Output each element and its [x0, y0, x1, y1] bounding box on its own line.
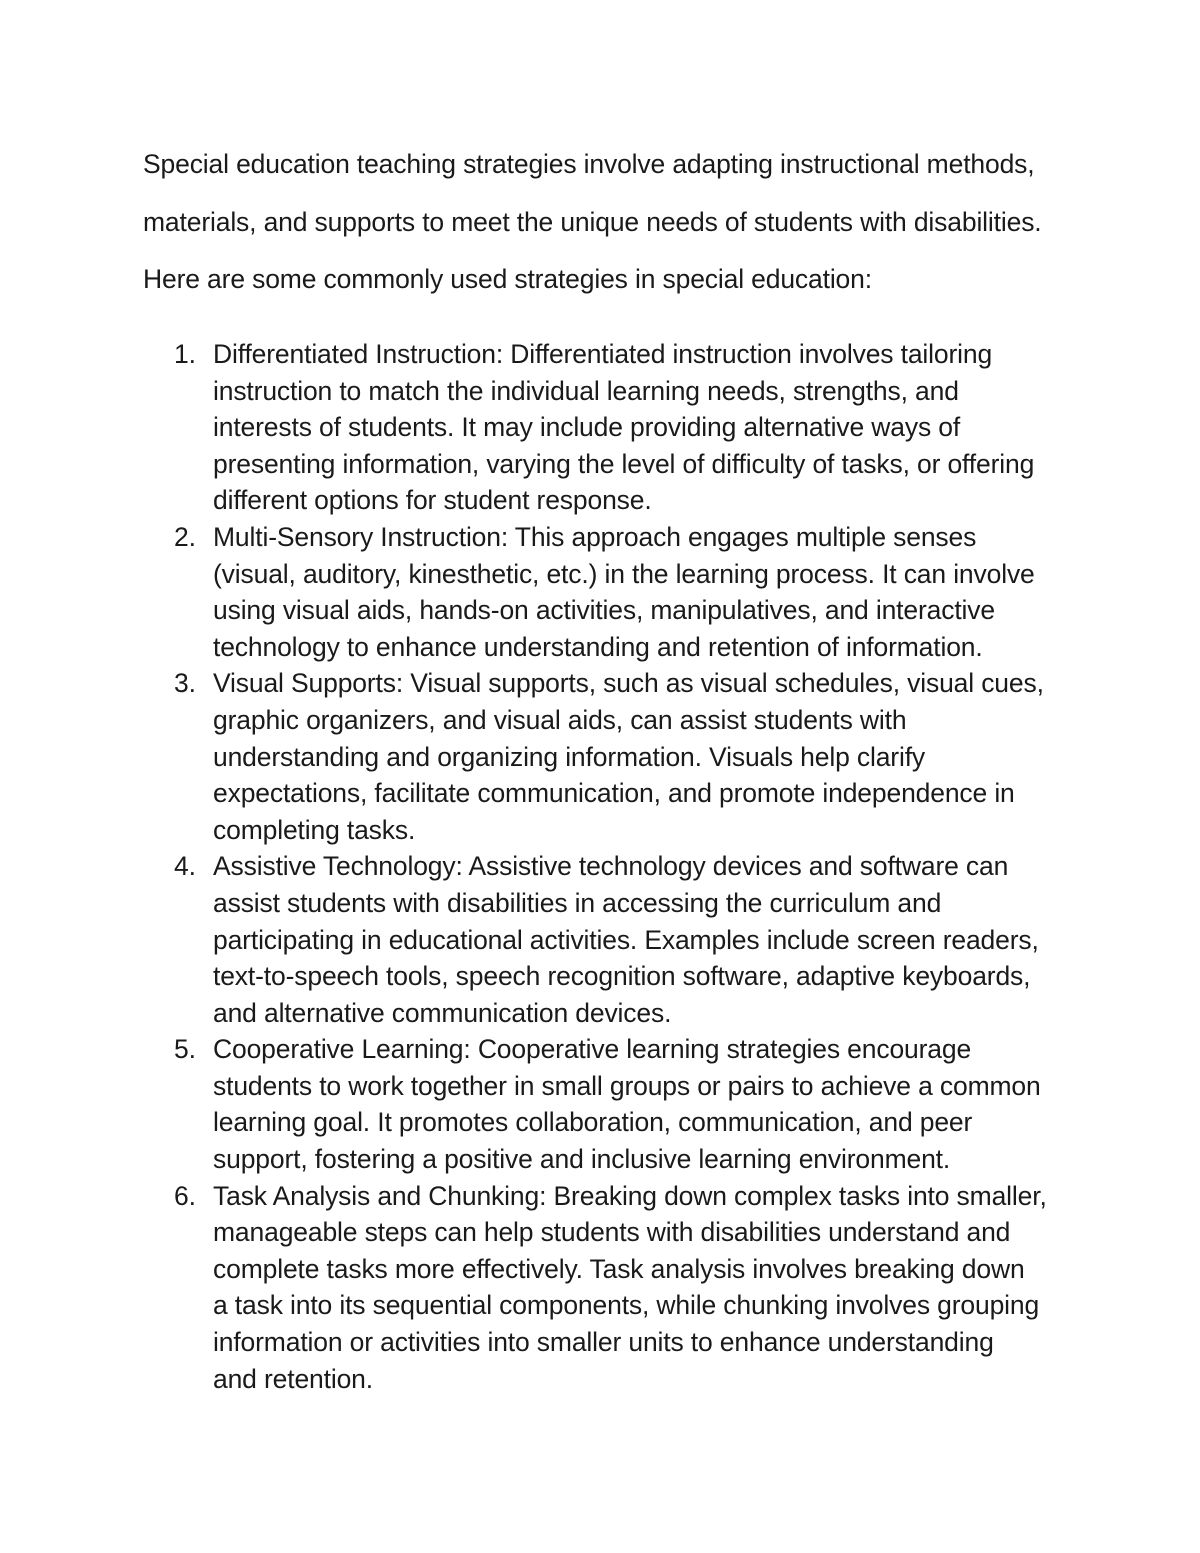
list-number: 4. [174, 851, 196, 882]
strategy-text-line: participating in educational activities. Examples include screen readers, [213, 924, 1039, 955]
strategy-text-line: Differentiated Instruction: Differentiated instruction involves tailoring [213, 339, 993, 369]
strategy-text-line: complete tasks more effectively. Task analysis involves breaking down [213, 1253, 1025, 1284]
strategy-text-line: completing tasks. [213, 814, 416, 845]
list-number: 1. [174, 339, 196, 369]
strategy-text-line: support, fostering a positive and inclusive learning environment. [213, 1144, 951, 1175]
strategy-text-line: instruction to match the individual learning needs, strengths, and [213, 375, 959, 406]
strategy-item-task-analysis-and-chunking [143, 1178, 1073, 1398]
strategy-text-line: information or activities into smaller units to enhance understanding [213, 1327, 994, 1358]
strategy-text-line: graphic organizers, and visual aids, can assist students with [213, 704, 907, 735]
list-number: 3. [174, 668, 196, 699]
strategy-text-line: a task into its sequential components, while chunking involves grouping [213, 1290, 1040, 1321]
strategy-item-cooperative-learning [143, 1031, 1073, 1177]
strategy-item-differentiated-instruction [143, 336, 1073, 519]
strategy-text-line: understanding and organizing information. Visuals help clarify [213, 741, 926, 772]
strategy-item-assistive-technology [143, 848, 1073, 1031]
strategy-item-visual-supports [143, 665, 1073, 848]
strategy-text-line: (visual, auditory, kinesthetic, etc.) in the learning process. It can involve [213, 558, 1035, 589]
strategy-list [143, 336, 1073, 1397]
strategy-text-line: Task Analysis and Chunking: Breaking down complex tasks into smaller, [213, 1180, 1047, 1211]
strategy-text-line: learning goal. It promotes collaboration, communication, and peer [213, 1107, 973, 1138]
strategy-text-line: text-to-speech tools, speech recognition software, adaptive keyboards, [213, 961, 1031, 992]
strategy-text-line: and retention. [213, 1363, 373, 1394]
intro-line: Special education teaching strategies involve adapting instructional methods, [143, 149, 1035, 179]
strategy-text-line: Visual Supports: Visual supports, such as visual schedules, visual cues, [213, 668, 1044, 699]
strategy-text-line: manageable steps can help students with disabilities understand and [213, 1217, 1011, 1248]
list-number: 2. [174, 521, 196, 552]
strategy-text-line: Multi-Sensory Instruction: This approach engages multiple senses [213, 521, 977, 552]
strategy-item-multi-sensory-instruction [143, 519, 1073, 665]
strategy-text-line: presenting information, varying the level of difficulty of tasks, or offering [213, 448, 1035, 479]
intro-paragraph [143, 136, 1103, 309]
strategy-text-line: interests of students. It may include providing alternative ways of [213, 412, 961, 443]
strategy-text-line: expectations, facilitate communication, and promote independence in [213, 778, 1015, 809]
strategy-text-line: technology to enhance understanding and retention of information. [213, 631, 983, 662]
strategy-text-line: different options for student response. [213, 485, 652, 516]
strategy-text-line: Cooperative Learning: Cooperative learning strategies encourage [213, 1034, 972, 1065]
strategy-text-line: Assistive Technology: Assistive technology devices and software can [213, 851, 1009, 882]
intro-line: materials, and supports to meet the unique needs of students with disabilities. [143, 206, 1042, 237]
strategy-text-line: and alternative communication devices. [213, 997, 672, 1028]
intro-line: Here are some commonly used strategies in special education: [143, 264, 872, 294]
list-number: 6. [174, 1180, 196, 1211]
strategy-text-line: using visual aids, hands-on activities, manipulatives, and interactive [213, 595, 995, 626]
strategy-text-line: students to work together in small groups or pairs to achieve a common [213, 1070, 1041, 1101]
strategy-text-line: assist students with disabilities in accessing the curriculum and [213, 887, 942, 918]
list-number: 5. [174, 1034, 196, 1065]
